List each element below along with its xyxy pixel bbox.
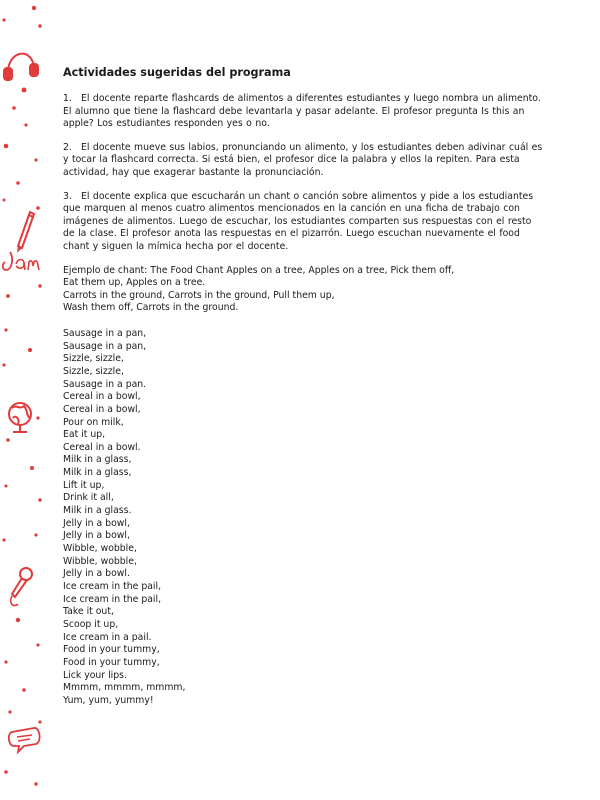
document-body xyxy=(63,66,543,708)
chant-line: Lick your lips. xyxy=(63,669,127,681)
chant-line: Pour on milk, xyxy=(63,416,124,428)
pencil-icon xyxy=(17,212,34,253)
activity-number: 3. xyxy=(63,190,72,202)
activity-1 xyxy=(63,93,543,131)
chant-line: Cereal in a bowl, xyxy=(63,403,141,415)
chant-line: Eat it up, xyxy=(63,429,106,441)
chant-line: Sizzle, sizzle, xyxy=(63,365,124,377)
chant-line: Cereal in a bowl. xyxy=(63,441,141,453)
chant-line: Cereal in a bowl, xyxy=(63,391,141,403)
chant-line: Food in your tummy, xyxy=(63,656,160,668)
chant-intro-line: Ejemplo de chant: The Food Chant Apples on a tree, Apples on a tree, Pick them off, xyxy=(63,264,455,276)
chant-line: Wibble, wobble, xyxy=(63,543,137,555)
chant-line: Milk in a glass, xyxy=(63,454,132,466)
activity-number: 1. xyxy=(63,93,72,104)
microphone-icon xyxy=(11,568,32,606)
margin-dots xyxy=(2,6,41,786)
chant-line: Take it out, xyxy=(63,606,114,618)
activity-3 xyxy=(63,191,543,254)
chant-line: Mmmm, mmmm, mmmm, xyxy=(63,682,186,694)
chant-intro-line: Eat them up, Apples on a tree. xyxy=(63,277,206,289)
headphones-icon xyxy=(4,54,38,93)
speech-bubble-icon xyxy=(9,728,40,752)
chant-line: Sausage in a pan. xyxy=(63,378,147,390)
chant-line: Drink it all, xyxy=(63,492,114,504)
activity-text: El docente mueve sus labios, pronunciando un alimento, y los estudiantes deben adivinar cuál es y tocar la flashcard correcta. Si está bien, el profesor dice la palabra y ellos la repiten. Para esta actividad, hay que exagerar bastante la pronunciación. xyxy=(63,141,543,178)
activity-2 xyxy=(63,142,543,180)
chant-line: Sausage in a pan, xyxy=(63,340,147,352)
chant-line: Jelly in a bowl, xyxy=(63,517,130,529)
chant-line: Sausage in a pan, xyxy=(63,327,147,339)
globe-icon xyxy=(9,403,31,432)
chant-line: Jelly in a bowl. xyxy=(63,568,130,580)
chant-line: Wibble, wobble, xyxy=(63,555,137,567)
jam-doodle xyxy=(3,252,39,270)
activity-text: El docente reparte flashcards de alimentos a diferentes estudiantes y luego nombra un alimento. El alumno que tiene la flashcard debe levantarla y pasar adelante. El profesor pregunta Is this an apple? Los estudiantes responden yes o no. xyxy=(63,93,541,130)
activity-text: El docente explica que escucharán un chant o canción sobre alimentos y pide a los estudiantes que marquen al menos cuatro alimentos mencionados en la canción en una ficha de trabajo con imágenes de alimentos. Luego de escuchar, los estudiantes comparten sus respuestas con el resto de la clase. El profesor anota las respuestas en el pizarrón. Luego escuchan nuevamente el food chant y siguen la mímica hecha por el docente. xyxy=(63,190,534,252)
chant-line: Sizzle, sizzle, xyxy=(63,353,124,365)
margin-decoration xyxy=(0,0,52,800)
page-title: Actividades sugeridas del programa xyxy=(63,66,291,79)
chant-line: Ice cream in the pail, xyxy=(63,581,162,593)
chant-line: Food in your tummy, xyxy=(63,644,160,656)
chant-lyrics xyxy=(63,328,543,708)
chant-intro-line: Carrots in the ground, Carrots in the ground, Pull them up, xyxy=(63,289,335,301)
chant-intro-line: Wash them off, Carrots in the ground. xyxy=(63,302,239,314)
chant-line: Scoop it up, xyxy=(63,619,119,630)
chant-line: Milk in a glass, xyxy=(63,467,132,479)
chant-intro xyxy=(63,265,543,315)
chant-line: Ice cream in the pail, xyxy=(63,593,162,605)
chant-line: Milk in a glass. xyxy=(63,505,132,517)
chant-line: Lift it up, xyxy=(63,479,105,491)
chant-line: Ice cream in a pail. xyxy=(63,631,152,643)
chant-line: Yum, yum, yummy! xyxy=(63,694,154,706)
activity-number: 2. xyxy=(63,141,72,153)
chant-line: Jelly in a bowl, xyxy=(63,530,130,542)
